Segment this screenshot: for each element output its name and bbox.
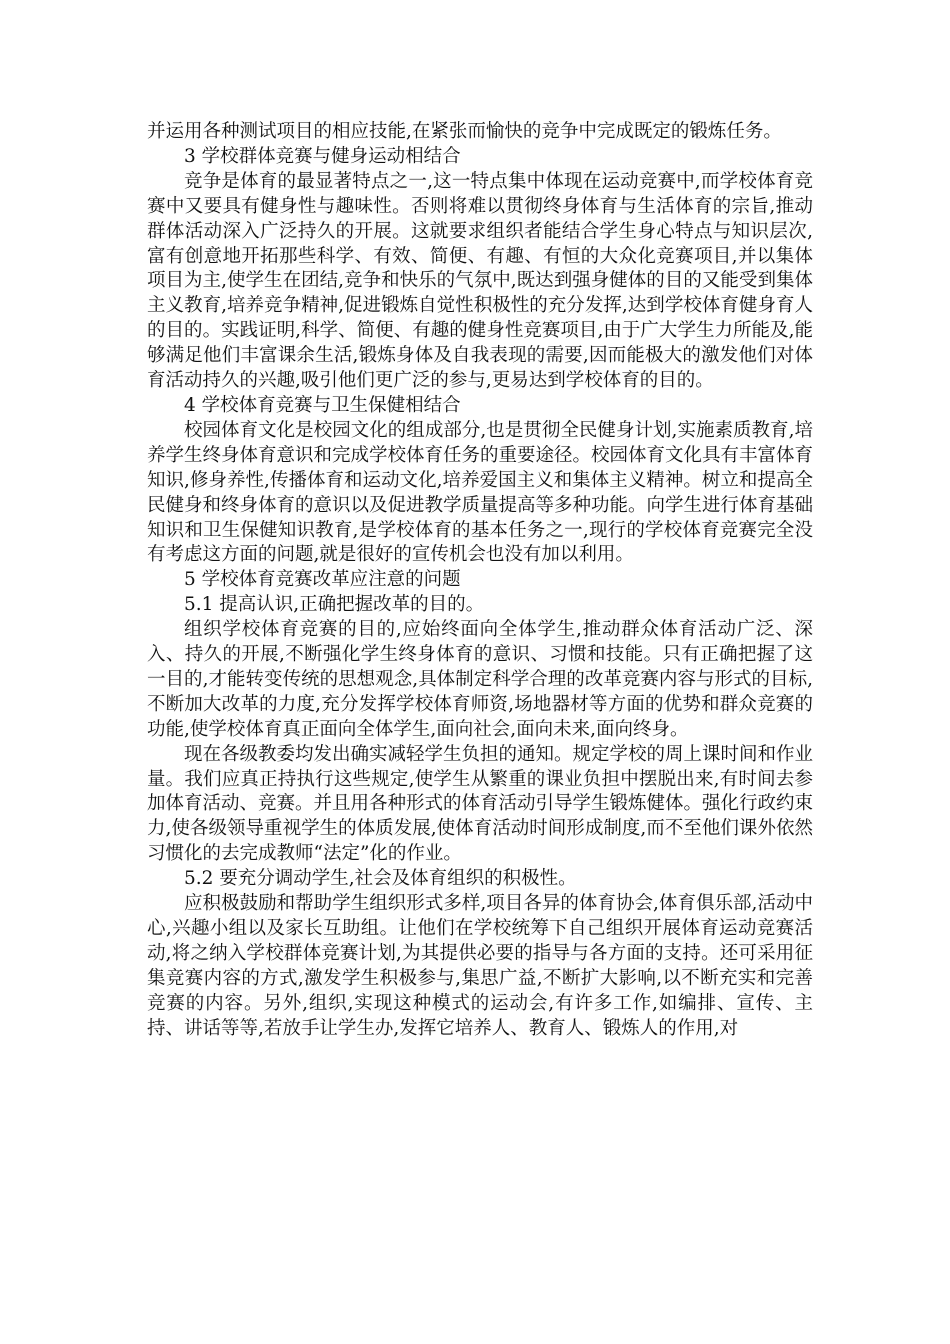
paragraph: 校园体育文化是校园文化的组成部分,也是贯彻全民健身计划,实施素质教育,培养学生终身体育意识和完成学校体育任务的重要途径。校园体育文化具有丰富体育知识,修身养性,传播体育和运动文化,培养爱国主义和集体主义精神。树立和提高全民健身和终身体育的意识以及促进教学质量提高等多种功能。向学生进行体育基础知识和卫生保健知识教育,是学校体育的基本任务之一,现行的学校体育竞赛完全没有考虑这方面的问题,就是很好的宣传机会也没有加以利用。 <box>147 419 814 566</box>
paragraph-continuation: 并运用各种测试项目的相应技能,在紧张而愉快的竞争中完成既定的锻炼任务。 <box>147 121 782 142</box>
paragraph: 组织学校体育竞赛的目的,应始终面向全体学生,推动群众体育活动广泛、深入、持久的开展,不断强化学生终身体育的意识、习惯和技能。只有正确把握了这一目的,才能转变传统的思想观念,具体制定科学合理的改革竞赛内容与形式的目标,不断加大改革的力度,充分发挥学校体育师资,场地器材等方面的优势和群众竞赛的功能,使学校体育真正面向全体学生,面向社会,面向未来,面向终身。 <box>147 619 813 740</box>
section-heading-3: 3 学校群体竞赛与健身运动相结合 <box>184 145 461 167</box>
paragraph: 竞争是体育的最显著特点之一,这一特点集中体现在运动竞赛中,而学校体育竞赛中又要具有健身性与趣味性。否则将难以贯彻终身体育与生活体育的宗旨,推动群体活动深入广泛持久的开展。这就要求组织者能结合学生身心特点与知识层次,富有创意地开拓那些科学、有效、简便、有趣、有恒的大众化竞赛项目,并以集体项目为主,使学生在团结,竞争和快乐的气氛中,既达到强身健体的目的又能受到集体主义教育,培养竞争精神,促进锻炼自觉性积极性的充分发挥,达到学校体育健身育人的目的。实践证明,科学、简便、有趣的健身性竞赛项目,由于广大学生力所能及,能够满足他们丰富课余生活,锻炼身体及自我表现的需要,因而能极大的激发他们对体育活动持久的兴趣,吸引他们更广泛的参与,更易达到学校体育的目的。 <box>147 170 813 392</box>
subsection-heading-5-1: 5.1 提高认识,正确把握改革的目的。 <box>184 594 485 616</box>
section-heading-4: 4 学校体育竞赛与卫生保健相结合 <box>184 394 461 416</box>
document-body <box>147 120 813 1042</box>
subsection-heading-5-2: 5.2 要充分调动学生,社会及体育组织的积极性。 <box>184 868 577 890</box>
paragraph: 现在各级教委均发出确实减轻学生负担的通知。规定学校的周上课时间和作业量。我们应真正持执行这些规定,使学生从繁重的课业负担中摆脱出来,有时间去参加体育活动、竞赛。并且用各种形式的体育活动引导学生锻炼健体。强化行政约束力,使各级领导重视学生的体质发展,使体育活动时间形成制度,而不至他们课外依然习惯化的去完成教师“法定”化的作业。 <box>147 743 814 865</box>
section-heading-5: 5 学校体育竞赛改革应注意的问题 <box>184 569 461 591</box>
paragraph: 应积极鼓励和帮助学生组织形式多样,项目各异的体育协会,体育俱乐部,活动中心,兴趣小组以及家长互助组。让他们在学校统筹下自己组织开展体育运动竞赛活动,将之纳入学校群体竞赛计划,为其提供必要的指导与各方面的支持。还可采用征集竞赛内容的方式,激发学生积极参与,集思广益,不断扩大影响,以不断充实和完善竞赛的内容。另外,组织,实现这种模式的运动会,有许多工作,如编排、宣传、主持、讲话等等,若放手让学生办,发挥它培养人、教育人、锻炼人的作用,对 <box>147 893 813 1039</box>
